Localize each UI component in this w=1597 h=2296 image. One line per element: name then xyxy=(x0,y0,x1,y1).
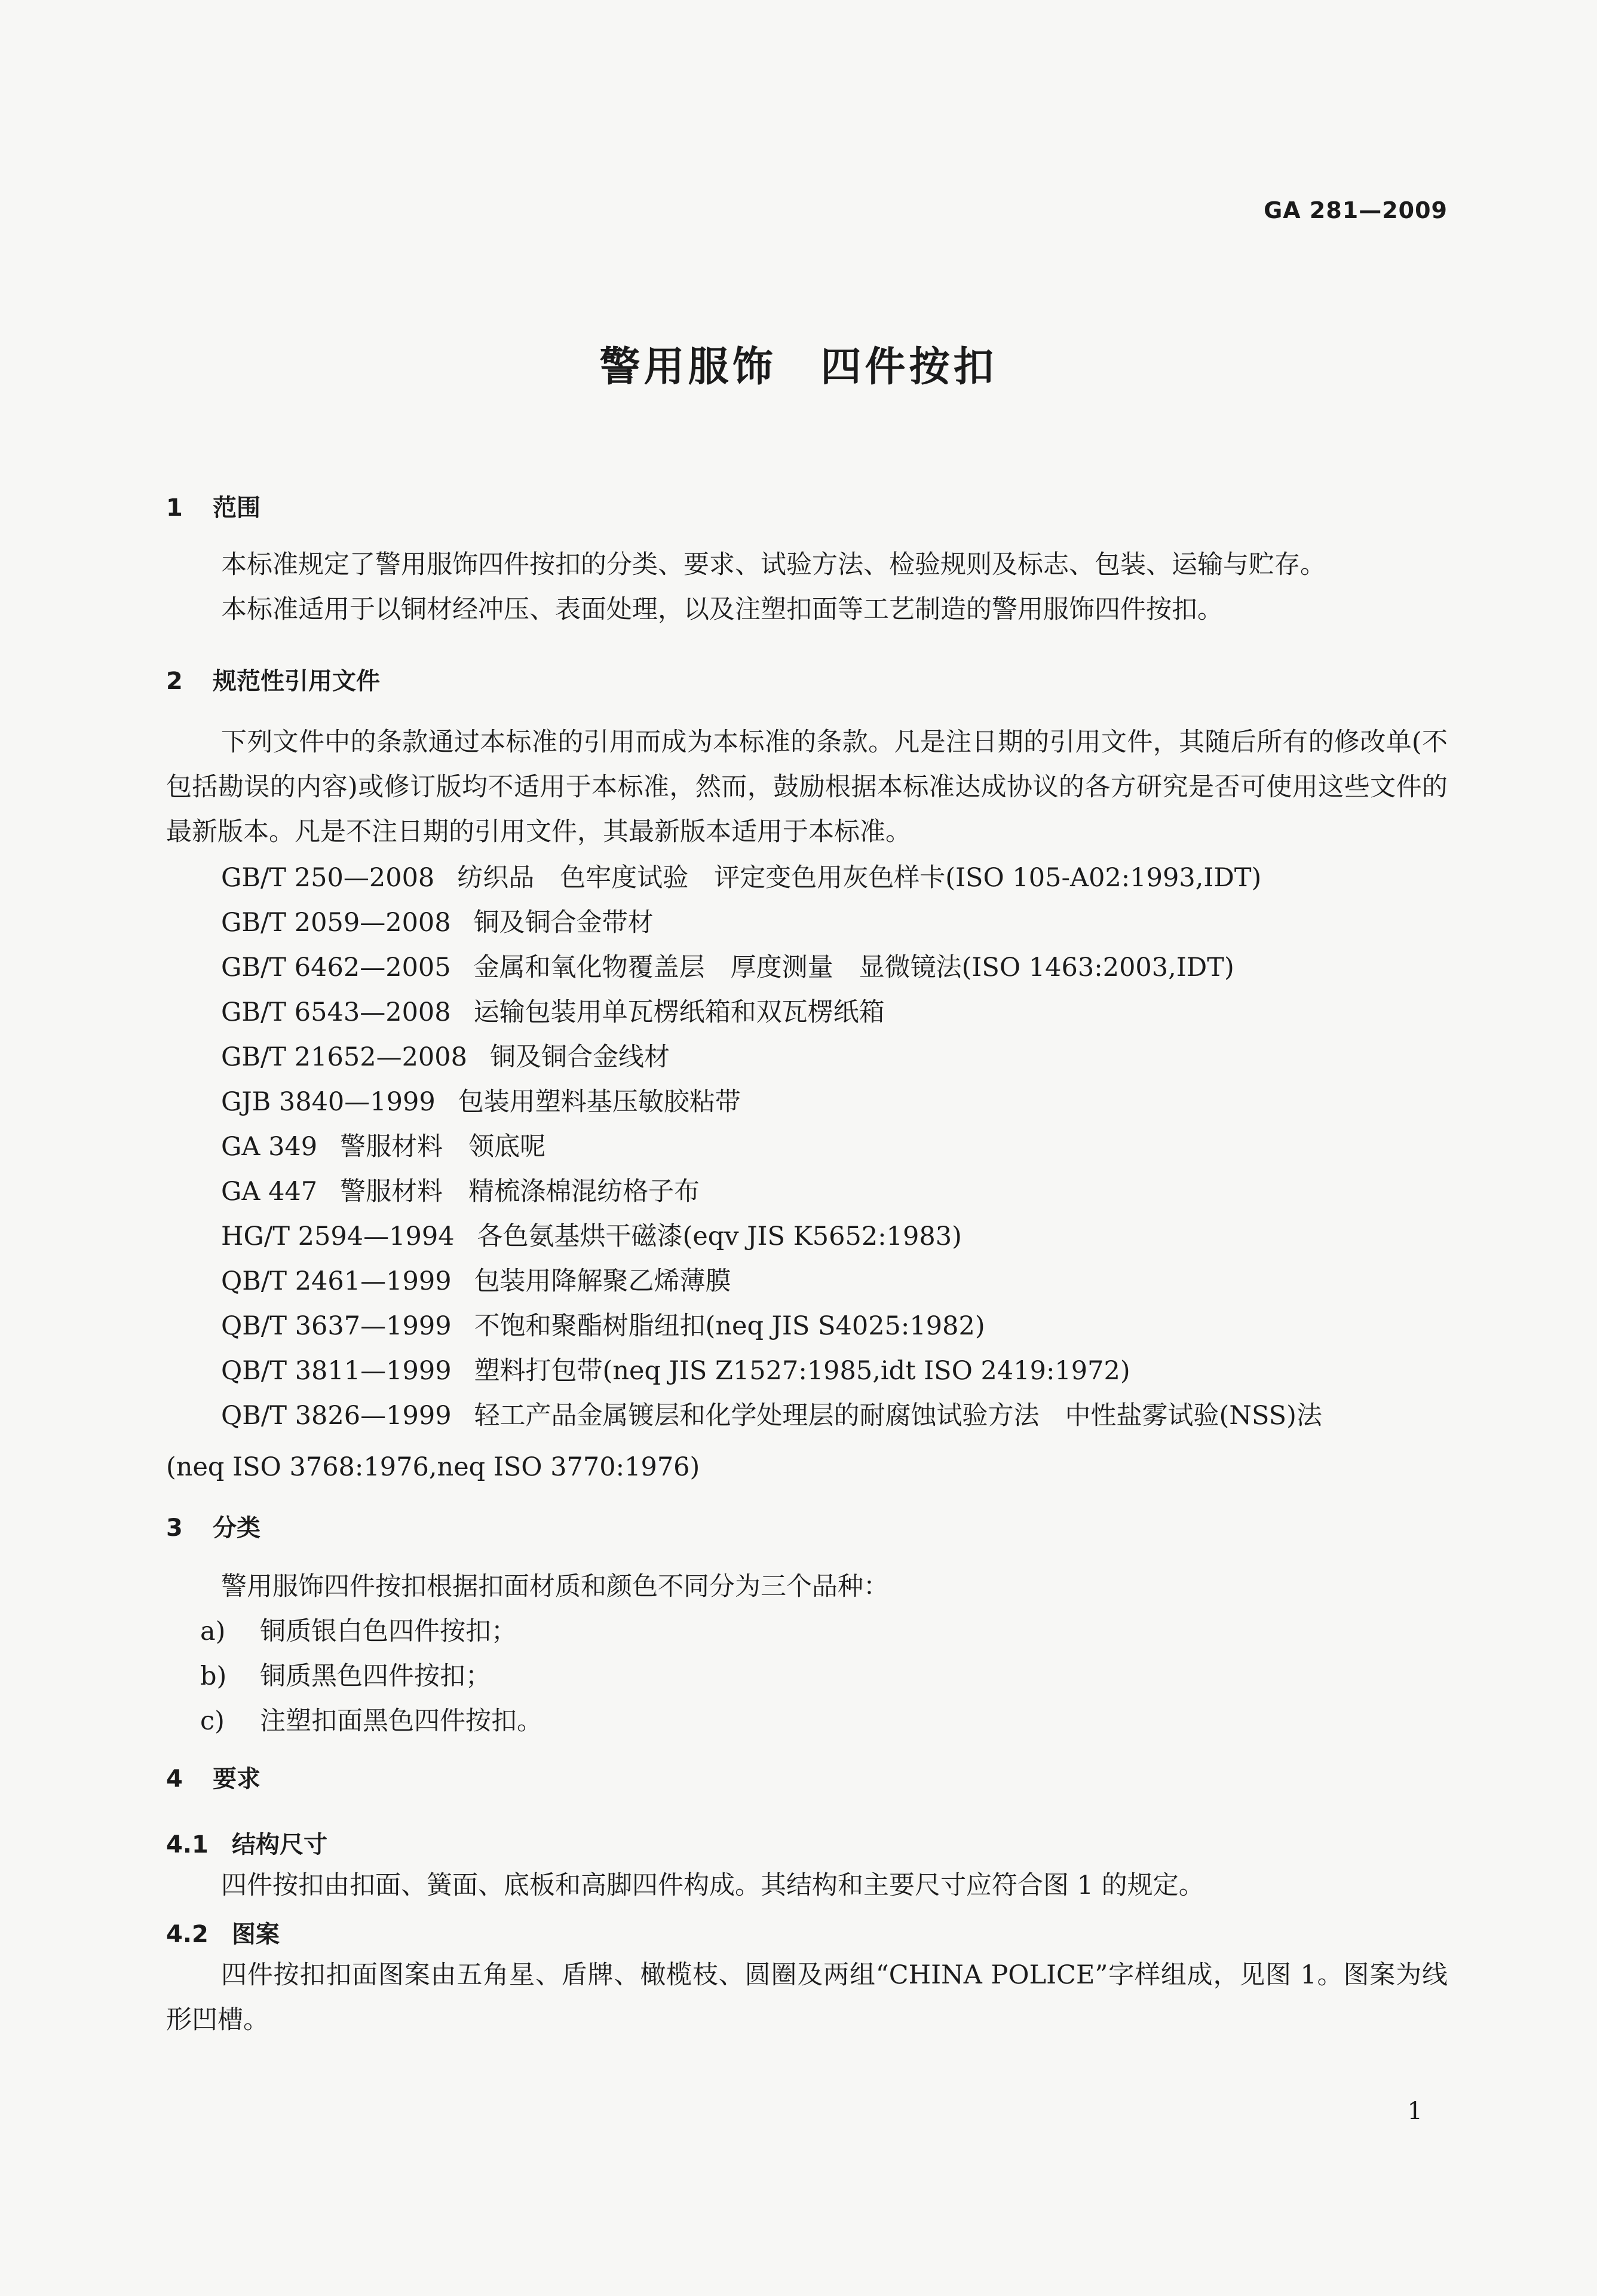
section-number: 4 xyxy=(166,1765,183,1793)
reference-item xyxy=(221,1125,1452,1170)
reference-code: GB/T 250—2008 xyxy=(221,863,435,893)
list-item-text: 铜质银白色四件按扣； xyxy=(260,1617,517,1646)
reference-title: 纺织品 色牢度试验 评定变色用灰色样卡(ISO 105-A02:1993,IDT) xyxy=(457,863,1262,893)
section-4-1-heading xyxy=(166,1826,327,1860)
reference-item xyxy=(221,901,1452,945)
reference-title: 各色氨基烘干磁漆(eqv JIS K5652:1983) xyxy=(477,1222,962,1251)
section-title: 分类 xyxy=(213,1514,260,1542)
reference-code: GA 447 xyxy=(221,1177,318,1207)
reference-title: 金属和氧化物覆盖层 厚度测量 显微镜法(ISO 1463:2003,IDT) xyxy=(473,953,1234,982)
reference-title: 塑料打包带(neq JIS Z1527:1985,idt ISO 2419:1972) xyxy=(474,1356,1130,1386)
reference-title: 铜及铜合金带材 xyxy=(473,908,654,938)
reference-title: 铜及铜合金线材 xyxy=(490,1042,670,1072)
classification-list xyxy=(200,1609,542,1744)
list-item xyxy=(200,1654,542,1699)
reference-item xyxy=(221,856,1452,901)
list-item-label: a) xyxy=(200,1617,226,1646)
reference-code: QB/T 2461—1999 xyxy=(221,1266,452,1296)
reference-code: GB/T 6462—2005 xyxy=(221,953,451,982)
reference-code: GB/T 6543—2008 xyxy=(221,997,451,1027)
reference-item xyxy=(221,990,1452,1035)
section-number: 1 xyxy=(166,494,183,522)
reference-item xyxy=(221,1080,1452,1125)
reference-code: QB/T 3826—1999 xyxy=(221,1401,452,1431)
reference-code: GB/T 21652—2008 xyxy=(221,1042,468,1072)
section-title: 要求 xyxy=(213,1765,260,1793)
section-title: 图案 xyxy=(232,1921,280,1948)
section-1-heading xyxy=(166,489,260,523)
list-item xyxy=(200,1609,542,1654)
section-1-paragraph-1: 本标准规定了警用服饰四件按扣的分类、要求、试验方法、检验规则及标志、包装、运输与贮存。 xyxy=(221,550,1326,580)
reference-code: GJB 3840—1999 xyxy=(221,1087,436,1117)
section-title: 范围 xyxy=(213,494,260,522)
section-4-2-text: 四件按扣扣面图案由五角星、盾牌、橄榄枝、圆圈及两组“CHINA POLICE”字样组成，见图 1。图案为线形凹槽。 xyxy=(166,1960,1448,2035)
section-number: 2 xyxy=(166,668,183,695)
page-number: 1 xyxy=(1407,2098,1423,2125)
section-title: 结构尺寸 xyxy=(232,1831,327,1859)
list-item-text: 铜质黑色四件按扣； xyxy=(260,1661,491,1691)
section-4-2-heading xyxy=(166,1915,280,1949)
reference-item xyxy=(221,945,1452,990)
reference-code: GB/T 2059—2008 xyxy=(221,908,451,938)
list-item-label: b) xyxy=(200,1661,227,1691)
reference-item xyxy=(221,1035,1452,1080)
reference-title: 警服材料 领底呢 xyxy=(340,1132,546,1162)
section-4-heading xyxy=(166,1760,260,1794)
reference-item xyxy=(221,1214,1452,1259)
reference-item xyxy=(221,1304,1452,1349)
section-title: 规范性引用文件 xyxy=(213,668,380,695)
reference-title: 轻工产品金属镀层和化学处理层的耐腐蚀试验方法 中性盐雾试验(NSS)法 xyxy=(474,1401,1322,1431)
section-number: 3 xyxy=(166,1514,183,1542)
list-item-text: 注塑扣面黑色四件按扣。 xyxy=(260,1706,542,1736)
reference-code: HG/T 2594—1994 xyxy=(221,1222,455,1251)
section-number: 4.1 xyxy=(166,1831,209,1859)
reference-code: GA 349 xyxy=(221,1132,318,1162)
section-3-intro: 警用服饰四件按扣根据扣面材质和颜色不同分为三个品种： xyxy=(221,1572,889,1602)
section-3-heading xyxy=(166,1509,260,1543)
page-title: 警用服饰 四件按扣 xyxy=(599,344,998,391)
section-2-heading xyxy=(166,662,380,696)
reference-title: 警服材料 精梳涤棉混纺格子布 xyxy=(340,1177,700,1207)
document-id: GA 281—2009 xyxy=(1264,197,1448,224)
reference-title: 包装用降解聚乙烯薄膜 xyxy=(474,1266,731,1296)
reference-item xyxy=(221,1394,1452,1438)
reference-list xyxy=(221,856,1452,1438)
reference-title: 运输包装用单瓦楞纸箱和双瓦楞纸箱 xyxy=(473,997,885,1027)
reference-item xyxy=(221,1259,1452,1304)
reference-title: 不饱和聚酯树脂纽扣(neq JIS S4025:1982) xyxy=(474,1311,985,1341)
list-item xyxy=(200,1699,542,1744)
reference-code: QB/T 3811—1999 xyxy=(221,1356,452,1386)
reference-item xyxy=(221,1170,1452,1214)
reference-item xyxy=(221,1349,1452,1394)
reference-code: QB/T 3637—1999 xyxy=(221,1311,452,1341)
section-2-intro: 下列文件中的条款通过本标准的引用而成为本标准的条款。凡是注日期的引用文件，其随后所有的修改单(不包括勘误的内容)或修订版均不适用于本标准，然而，鼓励根据本标准达成协议的各方研究是否可使用这些文件的最新版本。凡是不注日期的引用文件，其最新版本适用于本标准。 xyxy=(166,727,1448,847)
reference-title: 包装用塑料基压敏胶粘带 xyxy=(458,1087,741,1117)
section-4-1-text: 四件按扣由扣面、簧面、底板和高脚四件构成。其结构和主要尺寸应符合图 1 的规定。 xyxy=(221,1871,1204,1900)
section-1-paragraph-2: 本标准适用于以铜材经冲压、表面处理，以及注塑扣面等工艺制造的警用服饰四件按扣。 xyxy=(221,595,1223,624)
list-item-label: c) xyxy=(200,1706,225,1736)
section-number: 4.2 xyxy=(166,1921,209,1948)
reference-continuation: (neq ISO 3768:1976,neq ISO 3770:1976) xyxy=(166,1452,700,1482)
